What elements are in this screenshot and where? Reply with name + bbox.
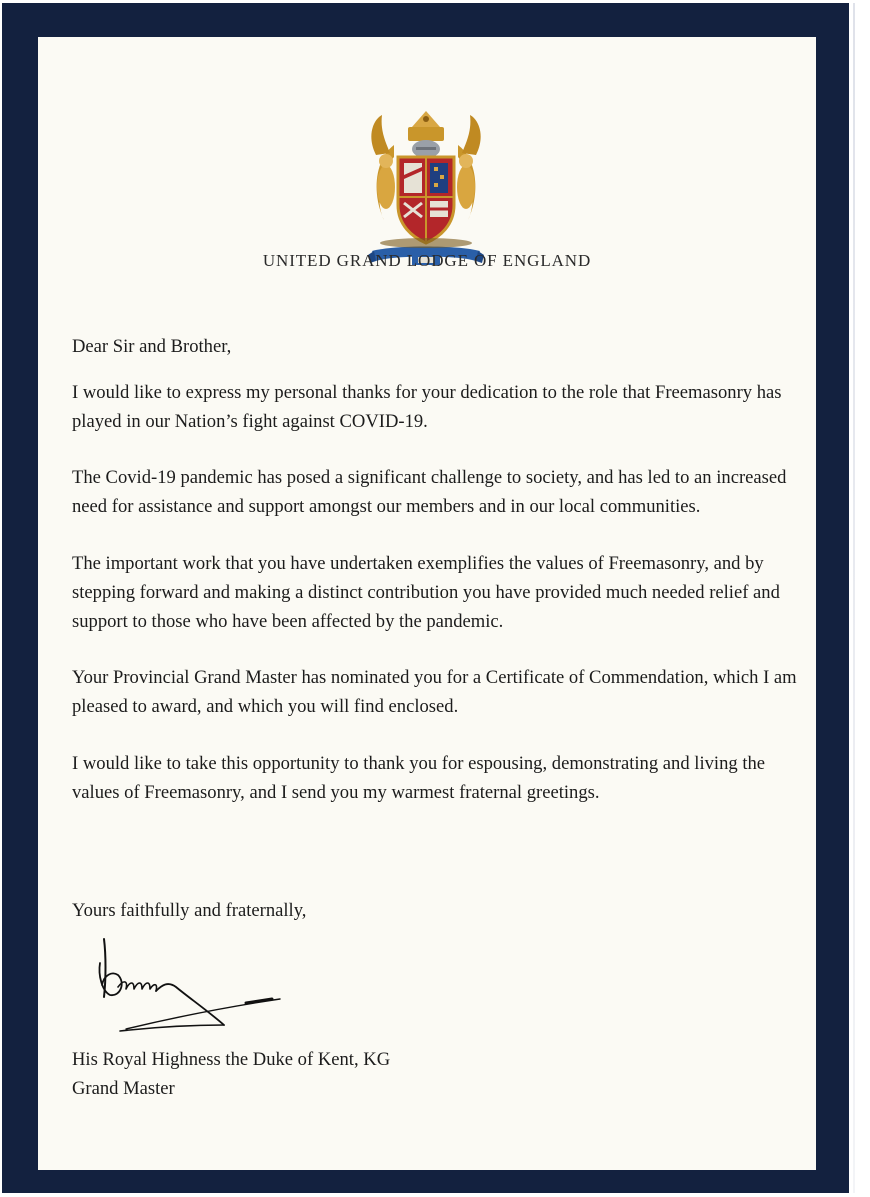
letter-closing: Yours faithfully and fraternally, bbox=[72, 900, 307, 921]
letter-border-frame bbox=[2, 3, 849, 1193]
signatory-name: His Royal Highness the Duke of Kent, KG bbox=[72, 1049, 391, 1070]
letter-body bbox=[72, 333, 797, 836]
signatory-title: Grand Master bbox=[72, 1078, 175, 1099]
letter-paragraph: The important work that you have undertaken exemplifies the values of Freemasonry, and by stepping forward and making a distinct contribution you have provided much needed relief and support to those who have been affected by the pandemic. bbox=[72, 552, 780, 632]
letter-paragraph: The Covid-19 pandemic has posed a significant challenge to society, and has led to an increased need for assistance and support amongst our members and in our local communities. bbox=[72, 467, 787, 518]
scan-edge bbox=[853, 3, 855, 1193]
handwritten-signature-icon bbox=[96, 935, 286, 1039]
coat-of-arms-icon bbox=[364, 105, 488, 273]
letter-paper bbox=[38, 37, 816, 1170]
letter-paragraph: I would like to express my personal thanks for your dedication to the role that Freemasonry has played in our Nation’s fight against COVID-19. bbox=[72, 381, 782, 432]
letter-paragraph: I would like to take this opportunity to thank you for espousing, demonstrating and living the values of Freemasonry, and I send you my warmest fraternal greetings. bbox=[72, 752, 766, 803]
organization-name: UNITED GRAND LODGE OF ENGLAND bbox=[262, 251, 592, 270]
letter-paragraph: Your Provincial Grand Master has nominated you for a Certificate of Commendation, which I am pleased to award, and which you will find enclosed. bbox=[72, 667, 797, 718]
signatory-block bbox=[72, 1045, 390, 1103]
letter-greeting: Dear Sir and Brother, bbox=[72, 336, 232, 357]
